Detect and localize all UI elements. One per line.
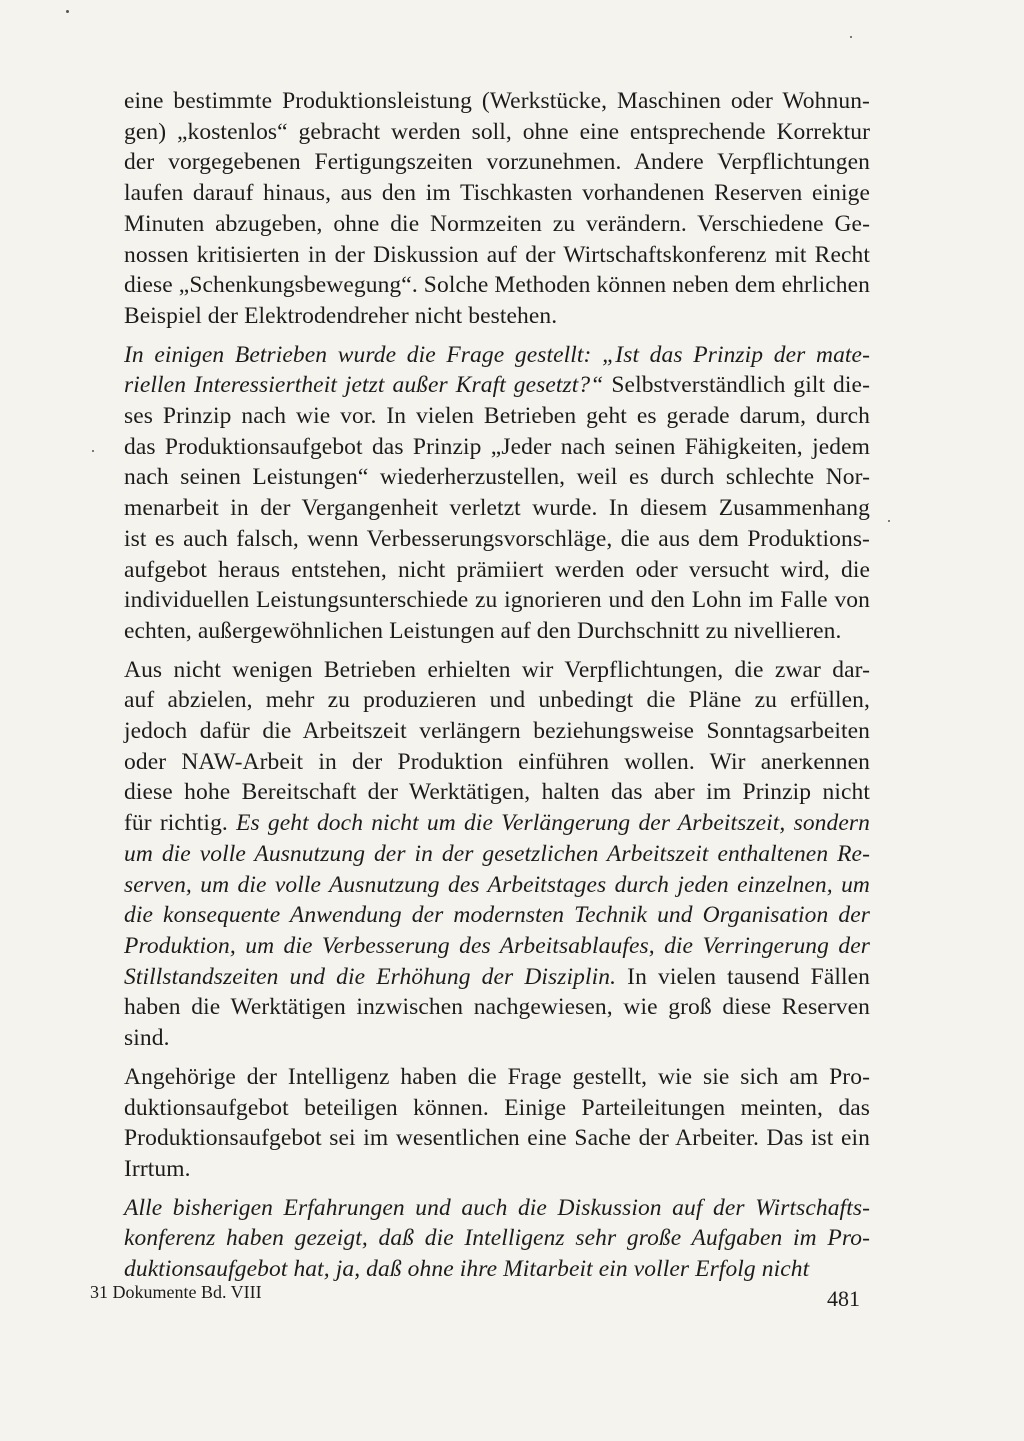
text-run: sind. <box>124 1025 170 1052</box>
text-run: Minuten abzugeben, ohne die Normzeiten zu verändern. Verschiedene Ge- <box>124 210 870 237</box>
text-line <box>124 1223 870 1254</box>
italic-run: riellen Interessiertheit jetzt außer Kraft gesetzt?“ <box>124 372 604 399</box>
text-line <box>124 870 870 901</box>
text-line <box>124 524 870 555</box>
text-run: eine bestimmte Produktionsleistung (Werkstücke, Maschinen oder Wohnun- <box>124 88 870 114</box>
text-line <box>124 962 870 993</box>
text-run: Aus nicht wenigen Betrieben erhielten wir Verpflichtungen, die zwar dar- <box>124 656 870 683</box>
paragraph <box>124 1193 870 1285</box>
text-line <box>124 685 870 716</box>
page-footer <box>90 1282 860 1322</box>
text-run: gen) „kostenlos“ gebracht werden soll, ohne eine entsprechende Korrektur <box>124 118 870 145</box>
text-line <box>124 808 870 839</box>
text-line <box>124 432 870 463</box>
text-line <box>124 992 870 1023</box>
text-line <box>124 178 870 209</box>
text-line <box>124 493 870 524</box>
text-run: Beispiel der Elektrodendreher nicht bestehen. <box>124 302 558 329</box>
text-run: aufgebot heraus entstehen, nicht prämiiert werden oder versucht wird, die <box>124 556 870 583</box>
italic-run: Produktion, um die Verbesserung des Arbeitsablaufes, die Verringerung der <box>124 932 870 959</box>
text-line <box>124 777 870 808</box>
text-line <box>124 117 870 148</box>
text-line <box>124 1254 870 1285</box>
text-line <box>124 1062 870 1093</box>
text-line <box>124 401 870 432</box>
italic-run: Alle bisherigen Erfahrungen und auch die Diskussion auf der Wirtschafts- <box>124 1194 870 1221</box>
text-run: das Produktionsaufgebot das Prinzip „Jeder nach seinen Fähigkeiten, jedem <box>124 433 870 460</box>
printer-signature: 31 Dokumente Bd. VIII <box>90 1282 262 1302</box>
page-number: 481 <box>827 1286 860 1311</box>
text-line <box>124 716 870 747</box>
text-line <box>124 655 870 686</box>
text-line <box>124 555 870 586</box>
italic-run: konferenz haben gezeigt, daß die Intelligenz sehr große Aufgaben im Pro- <box>124 1225 870 1252</box>
text-run: Selbstverständlich gilt die- <box>603 372 870 399</box>
text-run: echten, außergewöhnlichen Leistungen auf den Durchschnitt zu nivellieren. <box>124 617 842 644</box>
italic-run: duktionsaufgebot hat, ja, daß ohne ihre Mitarbeit ein voller Erfolg nicht <box>124 1256 810 1283</box>
text-run: diese „Schenkungsbewegung“. Solche Methoden können neben dem ehrlichen <box>124 272 870 299</box>
text-run: menarbeit in der Vergangenheit verletzt wurde. In diesem Zusammenhang <box>124 495 870 522</box>
scan-speck <box>888 520 890 522</box>
italic-run: serven, um die volle Ausnutzung des Arbeitstages durch jeden einzelnen, um <box>124 871 870 898</box>
text-line <box>124 1093 870 1124</box>
text-run: nossen kritisierten in der Diskussion auf der Wirtschaftskonferenz mit Recht <box>124 241 870 268</box>
text-run: nach seinen Leistungen“ wiederherzustellen, weil es durch schlechte Nor- <box>124 464 870 491</box>
italic-run: In einigen Betrieben wurde die Frage gestellt: „Ist das Prinzip der mate- <box>124 341 870 368</box>
text-run: In vielen tausend Fällen <box>616 963 870 990</box>
text-run: haben die Werktätigen inzwischen nachgewiesen, wie groß diese Reserven <box>124 994 870 1021</box>
text-run: duktionsaufgebot beteiligen können. Einige Parteileitungen meinten, das <box>124 1094 870 1121</box>
text-run: ist es auch falsch, wenn Verbesserungsvorschläge, die aus dem Produktions- <box>124 525 870 552</box>
italic-run: um die volle Ausnutzung der in der gesetzlichen Arbeitszeit enthaltenen Re- <box>124 840 870 867</box>
text-line <box>124 270 870 301</box>
text-run: für richtig. <box>124 810 237 837</box>
text-line <box>124 340 870 371</box>
text-line <box>124 462 870 493</box>
paragraph <box>124 86 870 332</box>
scan-speck <box>66 10 69 13</box>
text-line <box>124 931 870 962</box>
scan-speck <box>92 450 94 452</box>
body-text <box>124 86 870 1285</box>
text-run: ses Prinzip nach wie vor. In vielen Betrieben geht es gerade darum, durch <box>124 403 870 430</box>
text-run: individuellen Leistungsunterschiede zu ignorieren und den Lohn im Falle von <box>124 587 870 614</box>
text-line <box>124 585 870 616</box>
text-line <box>124 1023 870 1054</box>
text-line <box>124 1154 870 1185</box>
paragraph <box>124 340 870 647</box>
text-run: oder NAW-Arbeit in der Produktion einführen wollen. Wir anerkennen <box>124 748 870 775</box>
scan-speck <box>850 36 852 38</box>
text-run: diese hohe Bereitschaft der Werktätigen, halten das aber im Prinzip nicht <box>124 779 870 806</box>
text-line <box>124 900 870 931</box>
text-line <box>124 839 870 870</box>
text-run: auf abzielen, mehr zu produzieren und unbedingt die Pläne zu erfüllen, <box>124 687 870 714</box>
text-line <box>124 370 870 401</box>
text-line <box>124 1193 870 1224</box>
text-run: Angehörige der Intelligenz haben die Frage gestellt, wie sie sich am Pro- <box>124 1063 870 1090</box>
text-line <box>124 747 870 778</box>
text-run: der vorgegebenen Fertigungszeiten vorzunehmen. Andere Verpflichtungen <box>124 149 870 176</box>
text-run: Irrtum. <box>124 1155 191 1182</box>
text-line <box>124 86 870 117</box>
text-line <box>124 209 870 240</box>
text-run: Produktionsaufgebot sei im wesentlichen eine Sache der Arbeiter. Das ist ein <box>124 1125 870 1152</box>
italic-run: die konsequente Anwendung der modernsten Technik und Organisation der <box>124 902 870 929</box>
italic-run: Es geht doch nicht um die Verlängerung der Arbeitszeit, sondern <box>236 810 870 837</box>
text-line <box>124 1123 870 1154</box>
text-run: jedoch dafür die Arbeitszeit verlängern beziehungsweise Sonntagsarbeiten <box>124 718 870 745</box>
paragraph <box>124 655 870 1054</box>
paragraph <box>124 1062 870 1185</box>
text-line <box>124 240 870 271</box>
text-line <box>124 616 870 647</box>
text-run: laufen darauf hinaus, aus den im Tischkasten vorhandenen Reserven einige <box>124 180 870 207</box>
italic-run: Stillstandszeiten und die Erhöhung der Disziplin. <box>124 963 617 990</box>
text-line <box>124 147 870 178</box>
text-line <box>124 301 870 332</box>
